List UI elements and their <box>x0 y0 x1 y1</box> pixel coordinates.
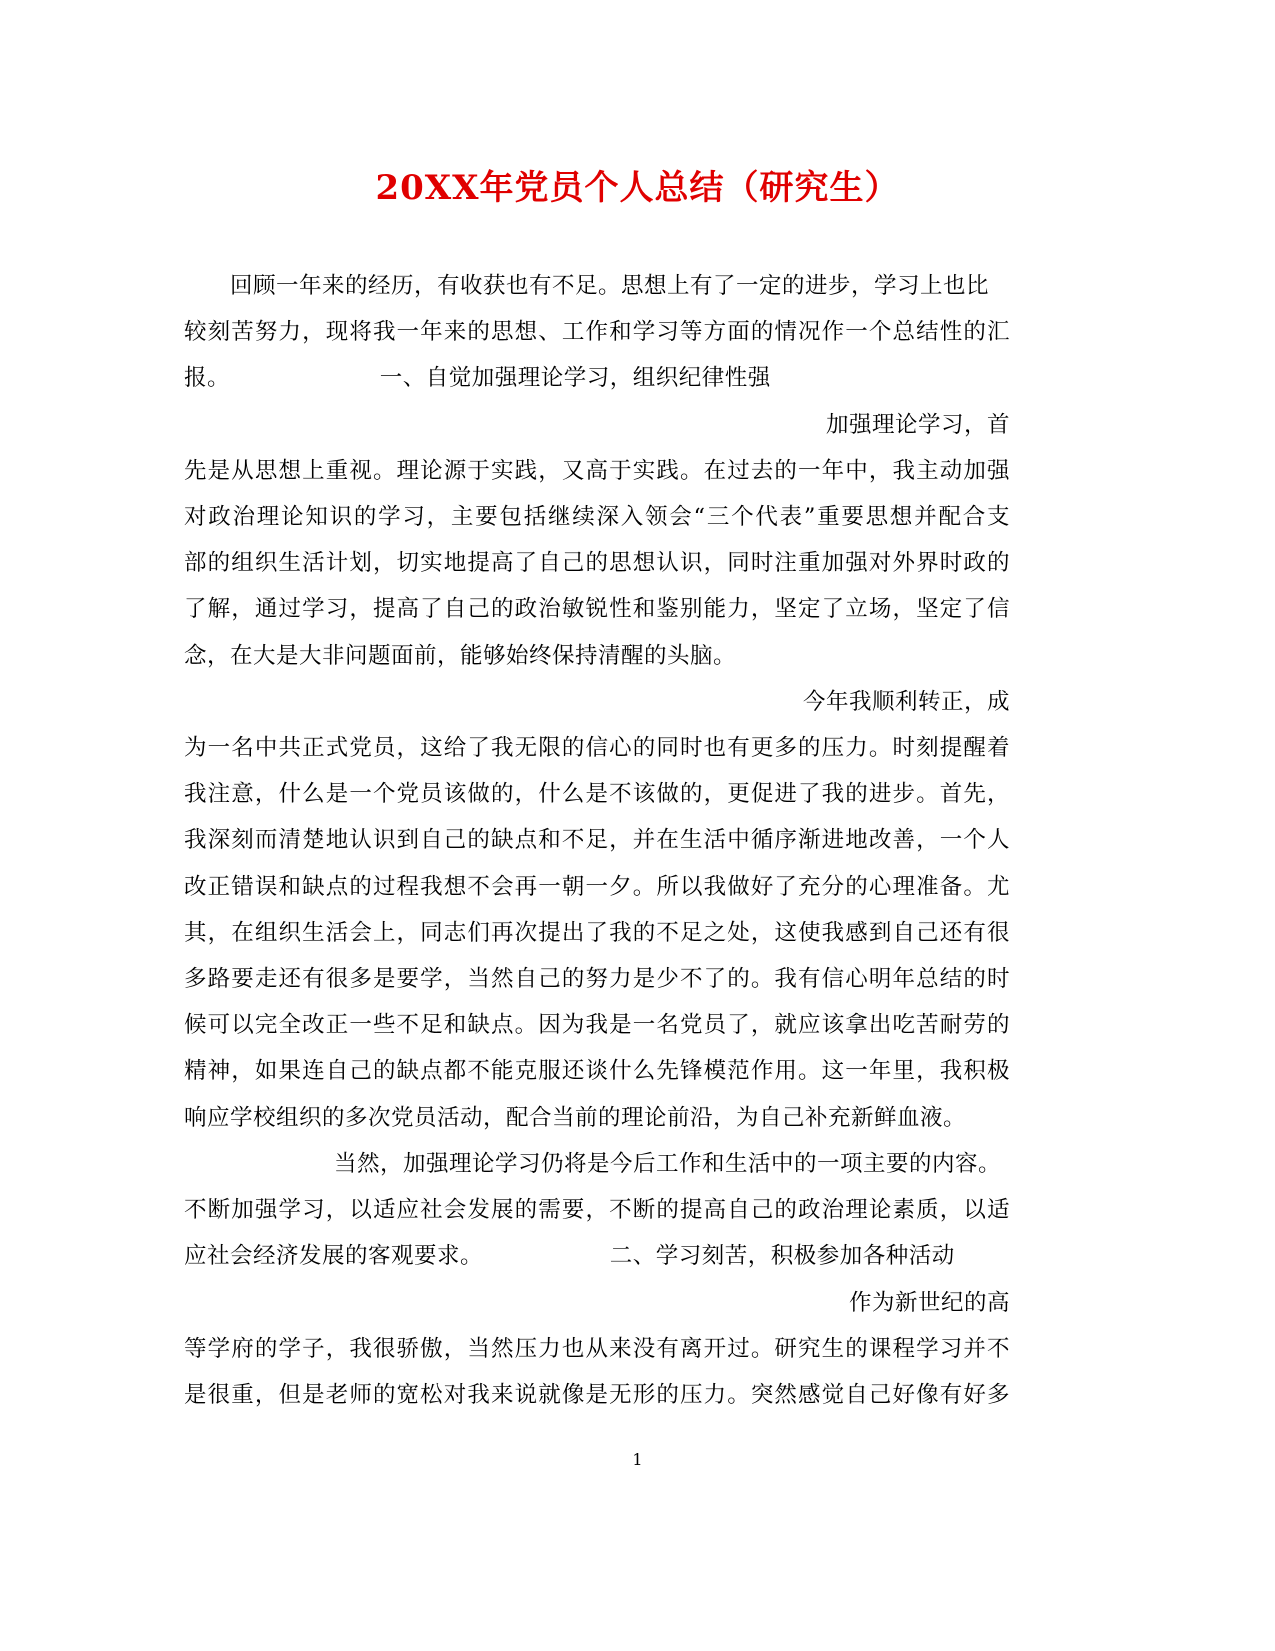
text-line: 应社会经济发展的客观要求。 二、学习刻苦，积极参加各种活动 <box>184 1243 955 1269</box>
text-line: 我注意，什么是一个党员该做的，什么是不该做的，更促进了我的进步。首先， <box>184 781 1010 807</box>
text-line: 改正错误和缺点的过程我想不会再一朝一夕。所以我做好了充分的心理准备。尤 <box>184 874 1010 900</box>
text-line: 等学府的学子，我很骄傲，当然压力也从来没有离开过。研究生的课程学习并不 <box>184 1336 1010 1362</box>
text-line: 回顾一年来的经历，有收获也有不足。思想上有了一定的进步，学习上也比 <box>230 273 990 299</box>
text-line: 我深刻而清楚地认识到自己的缺点和不足，并在生活中循序渐进地改善，一个人 <box>184 827 1010 853</box>
page-number: 1 <box>632 1450 643 1469</box>
text-line: 多路要走还有很多是要学，当然自己的努力是少不了的。我有信心明年总结的时 <box>184 966 1010 992</box>
text-line: 不断加强学习，以适应社会发展的需要，不断的提高自己的政治理论素质，以适 <box>184 1197 1010 1223</box>
text-line: 精神，如果连自己的缺点都不能克服还谈什么先锋模范作用。这一年里，我积极 <box>184 1058 1010 1084</box>
text-line: 当然，加强理论学习仍将是今后工作和生活中的一项主要的内容。 <box>334 1151 1002 1177</box>
text-line: 加强理论学习，首 <box>825 412 1010 438</box>
text-line: 响应学校组织的多次党员活动，配合当前的理论前沿，为自己补充新鲜血液。 <box>184 1105 967 1131</box>
text-line: 作为新世纪的高 <box>848 1290 1010 1316</box>
text-line: 较刻苦努力，现将我一年来的思想、工作和学习等方面的情况作一个总结性的汇 <box>184 319 1010 345</box>
text-line: 报。 一、自觉加强理论学习，组织纪律性强 <box>184 365 771 391</box>
text-line: 部的组织生活计划，切实地提高了自己的思想认识，同时注重加强对外界时政的 <box>184 550 1010 576</box>
text-line: 是很重，但是老师的宽松对我来说就像是无形的压力。突然感觉自己好像有好多 <box>184 1382 1010 1408</box>
text-line: 候可以完全改正一些不足和缺点。因为我是一名党员了，就应该拿出吃苦耐劳的 <box>184 1012 1010 1038</box>
text-line: 对政治理论知识的学习，主要包括继续深入领会“三个代表”重要思想并配合支 <box>184 504 1010 530</box>
text-line: 念，在大是大非问题面前，能够始终保持清醒的头脑。 <box>184 643 737 669</box>
page-title: 20XX年党员个人总结（研究生） <box>375 168 900 208</box>
text-line: 今年我顺利转正，成 <box>802 689 1010 715</box>
text-line: 先是从思想上重视。理论源于实践，又高于实践。在过去的一年中，我主动加强 <box>184 458 1010 484</box>
text-line: 了解，通过学习，提高了自己的政治敏锐性和鉴别能力，坚定了立场，坚定了信 <box>184 596 1010 622</box>
text-line: 其，在组织生活会上，同志们再次提出了我的不足之处，这使我感到自己还有很 <box>184 920 1010 946</box>
text-line: 为一名中共正式党员，这给了我无限的信心的同时也有更多的压力。时刻提醒着 <box>184 735 1010 761</box>
